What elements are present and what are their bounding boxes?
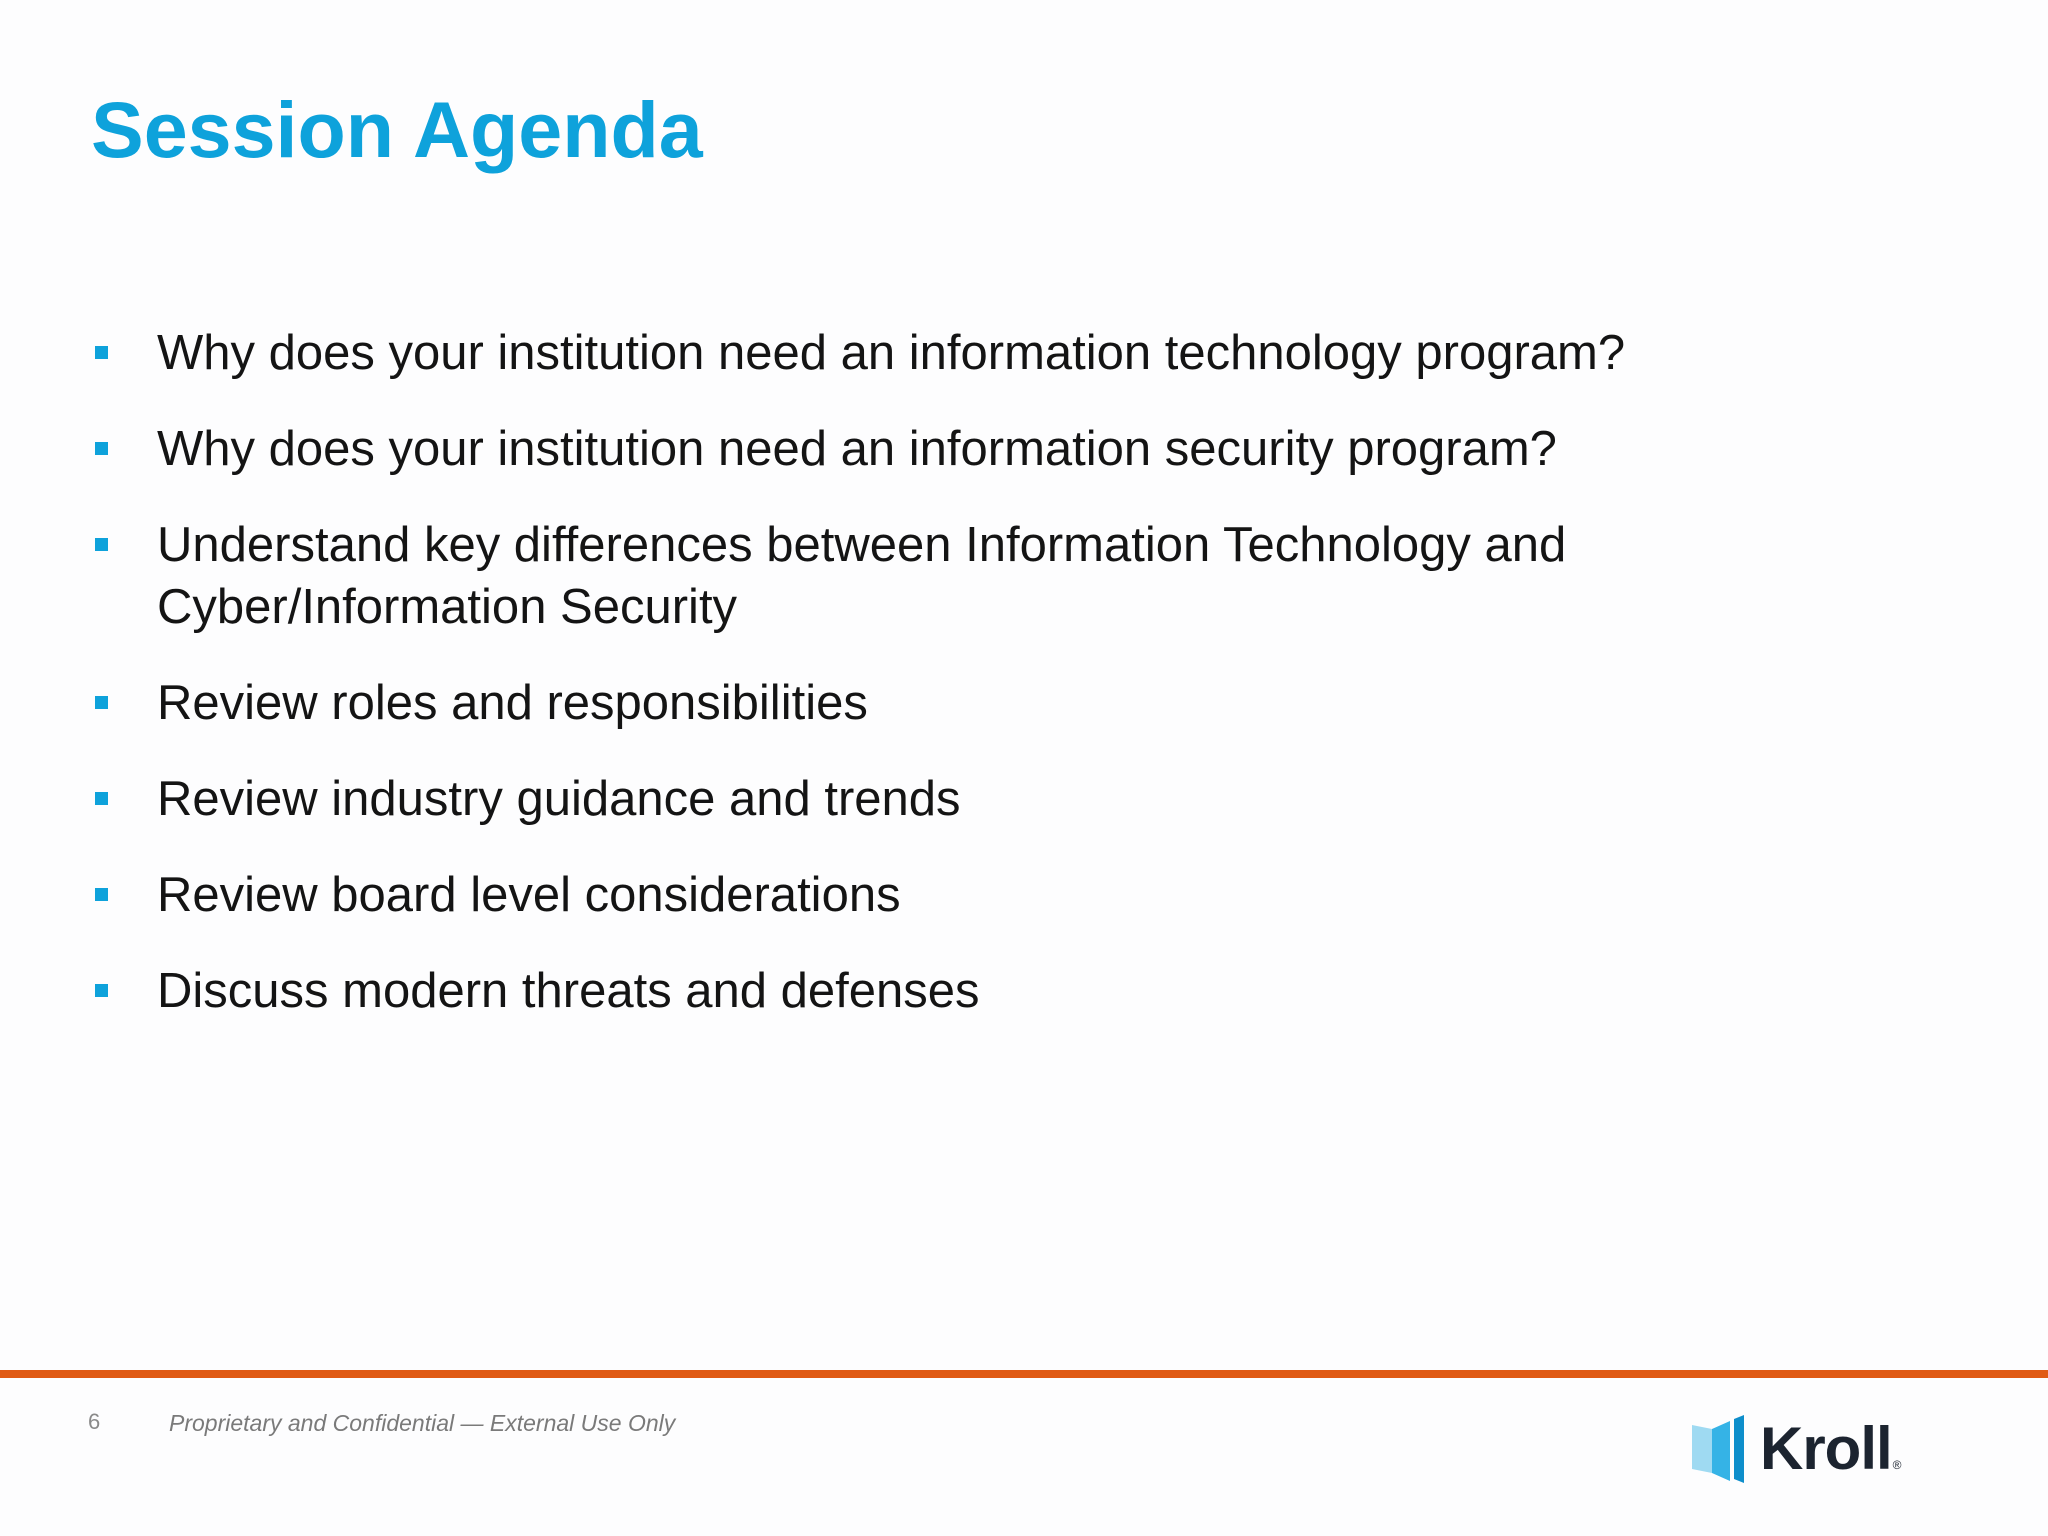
slide-title: Session Agenda — [91, 85, 703, 174]
agenda-list — [91, 322, 1791, 1056]
confidentiality-note: Proprietary and Confidential — External Use Only — [169, 1410, 676, 1436]
agenda-item-text: Why does your institution need an information technology program? — [157, 326, 1626, 380]
kroll-logo — [1690, 1412, 1902, 1486]
agenda-item — [91, 672, 1791, 734]
agenda-item-text: Discuss modern threats and defenses — [157, 964, 980, 1018]
agenda-item-text: Review industry guidance and trends — [157, 772, 961, 826]
agenda-item-text: Review roles and responsibilities — [157, 676, 868, 730]
square-bullet-icon — [95, 442, 108, 455]
registered-mark: ® — [1892, 1458, 1902, 1472]
page-number: 6 — [88, 1409, 101, 1434]
agenda-item — [91, 418, 1791, 480]
square-bullet-icon — [95, 538, 108, 551]
agenda-item-text: Review board level considerations — [157, 868, 901, 922]
agenda-item — [91, 768, 1791, 830]
agenda-item-text: Understand key differences between Information Technology and Cyber/Information Security — [157, 518, 1567, 634]
agenda-item — [91, 322, 1791, 384]
square-bullet-icon — [95, 888, 108, 901]
kroll-logo-mark-icon — [1690, 1413, 1748, 1485]
square-bullet-icon — [95, 696, 108, 709]
square-bullet-icon — [95, 346, 108, 359]
kroll-logo-wordmark: Kroll — [1760, 1415, 1892, 1482]
agenda-item-text: Why does your institution need an information security program? — [157, 422, 1557, 476]
agenda-item — [91, 514, 1791, 638]
agenda-item — [91, 864, 1791, 926]
footer-divider — [0, 1370, 2048, 1378]
square-bullet-icon — [95, 984, 108, 997]
square-bullet-icon — [95, 792, 108, 805]
agenda-item — [91, 960, 1791, 1022]
